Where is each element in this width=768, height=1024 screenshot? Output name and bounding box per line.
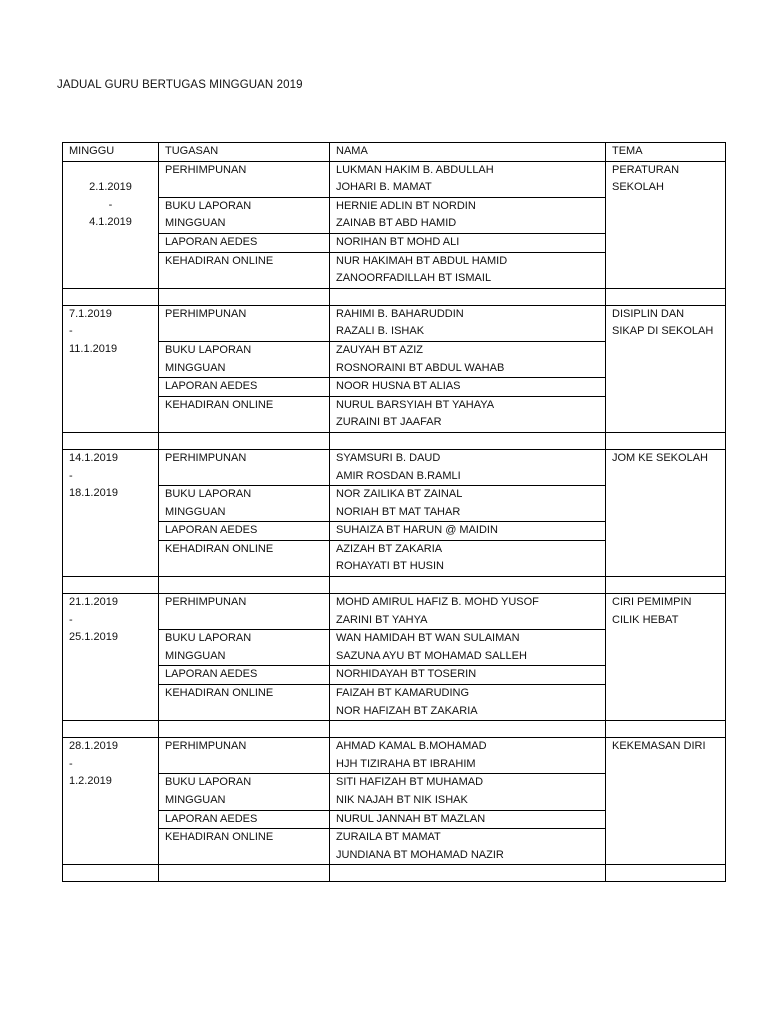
task-cell — [159, 161, 330, 197]
teacher-name: ZANOORFADILLAH BT ISMAIL — [336, 272, 492, 285]
week-date-end: 4.1.2019 — [89, 216, 132, 229]
week-date-cell — [63, 594, 159, 721]
theme-text: SEKOLAH — [612, 181, 664, 194]
name-cell — [330, 396, 606, 432]
empty-cell — [330, 288, 606, 305]
column-header-tema: TEMA — [606, 143, 726, 162]
empty-cell — [159, 432, 330, 449]
teacher-name: SAZUNA AYU BT MOHAMAD SALLEH — [336, 649, 527, 662]
column-header-nama: NAMA — [330, 143, 606, 162]
week-date-end: 25.1.2019 — [69, 631, 118, 644]
empty-cell — [159, 721, 330, 738]
task-label: LAPORAN AEDES — [165, 524, 258, 537]
task-cell — [159, 522, 330, 541]
teacher-name: ZARINI BT YAHYA — [336, 613, 428, 626]
empty-cell — [606, 432, 726, 449]
empty-cell — [330, 865, 606, 882]
theme-text: KEKEMASAN DIRI — [612, 740, 706, 753]
theme-cell — [606, 449, 726, 576]
teacher-name: NOR ZAILIKA BT ZAINAL — [336, 488, 463, 501]
name-cell — [330, 540, 606, 576]
duty-roster-table — [62, 142, 726, 882]
task-label: PERHIMPUNAN — [165, 307, 247, 320]
task-cell — [159, 449, 330, 485]
theme-text: SIKAP DI SEKOLAH — [612, 325, 714, 338]
teacher-name: ROSNORAINI BT ABDUL WAHAB — [336, 361, 505, 374]
spacer-row — [63, 577, 726, 594]
teacher-name: AZIZAH BT ZAKARIA — [336, 542, 443, 555]
name-cell — [330, 630, 606, 666]
task-label: MINGGUAN — [165, 217, 226, 230]
name-cell — [330, 305, 606, 341]
week-date-end: 11.1.2019 — [69, 342, 118, 355]
task-label: LAPORAN AEDES — [165, 235, 258, 248]
empty-cell — [63, 288, 159, 305]
task-cell — [159, 630, 330, 666]
teacher-name: NOR HAFIZAH BT ZAKARIA — [336, 704, 478, 717]
theme-cell — [606, 161, 726, 288]
empty-cell — [606, 288, 726, 305]
task-label: BUKU LAPORAN — [165, 343, 252, 356]
task-label: KEHADIRAN ONLINE — [165, 831, 274, 844]
week-date-start: 7.1.2019 — [69, 307, 112, 320]
task-label: KEHADIRAN ONLINE — [165, 398, 274, 411]
theme-cell — [606, 305, 726, 432]
teacher-name: NOOR HUSNA BT ALIAS — [336, 380, 461, 393]
teacher-name: NUR HAKIMAH BT ABDUL HAMID — [336, 254, 508, 267]
task-label: KEHADIRAN ONLINE — [165, 687, 274, 700]
column-header-tugasan: TUGASAN — [159, 143, 330, 162]
task-label: BUKU LAPORAN — [165, 632, 252, 645]
theme-text: PERATURAN — [612, 163, 680, 176]
task-cell — [159, 774, 330, 810]
empty-cell — [330, 432, 606, 449]
teacher-name: NURUL BARSYIAH BT YAHAYA — [336, 398, 495, 411]
teacher-name: JOHARI B. MAMAT — [336, 181, 432, 194]
teacher-name: NIK NAJAH BT NIK ISHAK — [336, 794, 468, 806]
task-cell — [159, 810, 330, 829]
table-body — [63, 161, 726, 882]
empty-cell — [159, 577, 330, 594]
task-label: LAPORAN AEDES — [165, 380, 258, 393]
teacher-name: MOHD AMIRUL HAFIZ B. MOHD YUSOF — [336, 596, 539, 609]
teacher-name: NORHIDAYAH BT TOSERIN — [336, 668, 477, 681]
task-label: MINGGUAN — [165, 649, 226, 662]
teacher-name: NURUL JANNAH BT MAZLAN — [336, 812, 486, 825]
task-label: KEHADIRAN ONLINE — [165, 254, 274, 267]
teacher-name: JUNDIANA BT MOHAMAD NAZIR — [336, 848, 504, 861]
task-cell — [159, 540, 330, 576]
table-row — [63, 161, 726, 197]
teacher-name: SYAMSURI B. DAUD — [336, 451, 441, 464]
task-label: LAPORAN AEDES — [165, 668, 258, 681]
task-label: PERHIMPUNAN — [165, 740, 247, 753]
task-label: PERHIMPUNAN — [165, 451, 247, 464]
task-label: BUKU LAPORAN — [165, 776, 252, 789]
name-cell — [330, 161, 606, 197]
theme-text: DISIPLIN DAN — [612, 307, 685, 320]
task-cell — [159, 486, 330, 522]
task-label: MINGGUAN — [165, 361, 226, 374]
theme-cell — [606, 738, 726, 865]
empty-cell — [159, 865, 330, 882]
task-cell — [159, 197, 330, 233]
week-sep: - — [69, 469, 73, 482]
task-cell — [159, 378, 330, 397]
teacher-name: ZAINAB BT ABD HAMID — [336, 217, 457, 230]
task-cell — [159, 829, 330, 865]
name-cell — [330, 252, 606, 288]
task-cell — [159, 666, 330, 685]
teacher-name: WAN HAMIDAH BT WAN SULAIMAN — [336, 632, 520, 645]
task-cell — [159, 594, 330, 630]
name-cell — [330, 197, 606, 233]
table-row — [63, 449, 726, 485]
task-label: BUKU LAPORAN — [165, 199, 252, 212]
task-cell — [159, 396, 330, 432]
name-cell — [330, 522, 606, 541]
empty-cell — [606, 721, 726, 738]
week-sep: - — [69, 757, 73, 770]
week-sep: - — [69, 325, 73, 338]
spacer-row — [63, 432, 726, 449]
task-label: PERHIMPUNAN — [165, 596, 247, 609]
week-sep: - — [108, 198, 113, 211]
spacer-row — [63, 288, 726, 305]
name-cell — [330, 738, 606, 774]
task-cell — [159, 341, 330, 377]
week-sep: - — [69, 613, 73, 626]
empty-cell — [63, 432, 159, 449]
theme-text: JOM KE SEKOLAH — [612, 451, 708, 464]
empty-cell — [606, 577, 726, 594]
teacher-name: HERNIE ADLIN BT NORDIN — [336, 199, 476, 212]
task-label: BUKU LAPORAN — [165, 488, 252, 501]
empty-cell — [330, 721, 606, 738]
week-date-cell — [63, 161, 159, 288]
name-cell — [330, 774, 606, 810]
name-cell — [330, 666, 606, 685]
name-cell — [330, 486, 606, 522]
empty-cell — [63, 577, 159, 594]
name-cell — [330, 449, 606, 485]
teacher-name: SITI HAFIZAH BT MUHAMAD — [336, 776, 484, 789]
task-cell — [159, 685, 330, 721]
week-date-start: 28.1.2019 — [69, 740, 118, 753]
name-cell — [330, 829, 606, 865]
teacher-name: FAIZAH BT KAMARUDING — [336, 687, 470, 700]
empty-cell — [159, 288, 330, 305]
teacher-name: SUHAIZA BT HARUN @ MAIDIN — [336, 524, 498, 537]
teacher-name: AMIR ROSDAN B.RAMLI — [336, 469, 461, 482]
name-cell — [330, 810, 606, 829]
week-date-cell — [63, 305, 159, 432]
week-date-start: 14.1.2019 — [69, 451, 118, 464]
teacher-name: RAHIMI B. BAHARUDDIN — [336, 307, 464, 320]
week-date-cell — [63, 449, 159, 576]
task-label: MINGGUAN — [165, 794, 226, 806]
name-cell — [330, 685, 606, 721]
week-date-end: 18.1.2019 — [69, 487, 118, 500]
table-row — [63, 738, 726, 774]
task-cell — [159, 252, 330, 288]
table-row — [63, 594, 726, 630]
theme-cell — [606, 594, 726, 721]
spacer-row — [63, 865, 726, 882]
empty-cell — [63, 865, 159, 882]
table-header-row — [63, 143, 726, 162]
teacher-name: NORIHAN BT MOHD ALI — [336, 235, 460, 248]
teacher-name: ZAUYAH BT AZIZ — [336, 343, 423, 356]
teacher-name: RAZALI B. ISHAK — [336, 325, 425, 338]
week-date-end: 1.2.2019 — [69, 775, 112, 788]
week-date-start: 21.1.2019 — [69, 596, 118, 609]
name-cell — [330, 233, 606, 252]
task-cell — [159, 233, 330, 252]
spacer-row — [63, 721, 726, 738]
task-cell — [159, 738, 330, 774]
week-date-start: 2.1.2019 — [89, 181, 132, 194]
teacher-name: LUKMAN HAKIM B. ABDULLAH — [336, 163, 494, 176]
task-label: MINGGUAN — [165, 505, 226, 518]
empty-cell — [606, 865, 726, 882]
teacher-name: AHMAD KAMAL B.MOHAMAD — [336, 740, 487, 753]
name-cell — [330, 594, 606, 630]
theme-text: CILIK HEBAT — [612, 613, 679, 626]
teacher-name: HJH TIZIRAHA BT IBRAHIM — [336, 757, 476, 770]
teacher-name: ROHAYATI BT HUSIN — [336, 560, 444, 573]
table-row — [63, 305, 726, 341]
empty-cell — [330, 577, 606, 594]
teacher-name: ZURAILA BT MAMAT — [336, 831, 441, 844]
teacher-name: ZURAINI BT JAAFAR — [336, 416, 442, 429]
page-title: JADUAL GURU BERTUGAS MINGGUAN 2019 — [57, 79, 303, 91]
task-label: PERHIMPUNAN — [165, 163, 247, 176]
task-cell — [159, 305, 330, 341]
task-label: KEHADIRAN ONLINE — [165, 542, 274, 555]
teacher-name: NORIAH BT MAT TAHAR — [336, 505, 461, 518]
task-label: LAPORAN AEDES — [165, 812, 258, 825]
name-cell — [330, 341, 606, 377]
theme-text: CIRI PEMIMPIN — [612, 596, 692, 609]
name-cell — [330, 378, 606, 397]
column-header-minggu: MINGGU — [63, 143, 159, 162]
week-date-cell — [63, 738, 159, 865]
empty-cell — [63, 721, 159, 738]
